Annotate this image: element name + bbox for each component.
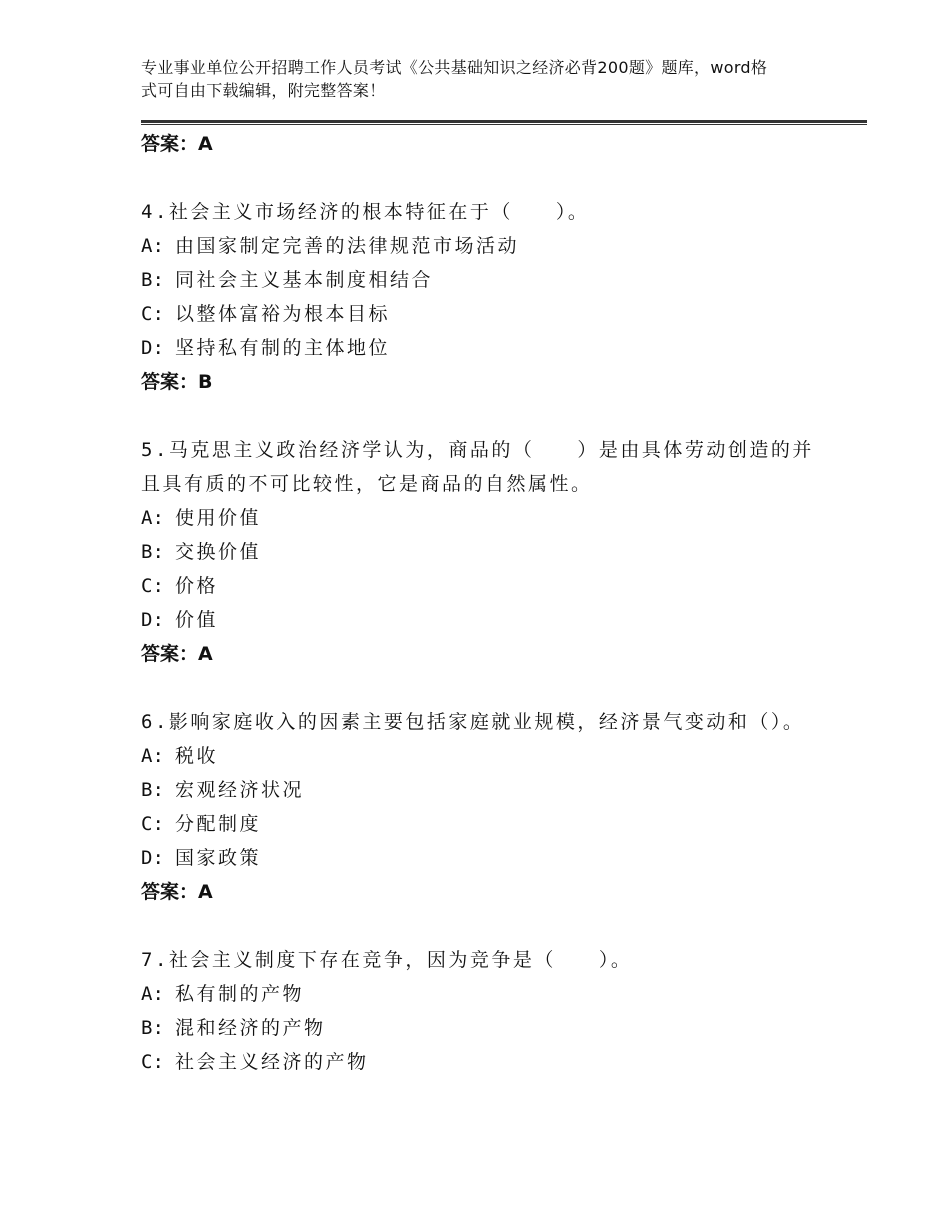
option-key: A: — [141, 745, 164, 767]
header-divider — [141, 120, 867, 125]
question-list — [141, 127, 821, 1079]
option-text: 税收 — [175, 745, 219, 767]
option-text: 使用价值 — [175, 507, 262, 529]
answer-option — [141, 807, 821, 841]
answer-option — [141, 977, 821, 1011]
answer-option — [141, 1011, 821, 1045]
option-text: 由国家制定完善的法律规范市场活动 — [175, 235, 520, 257]
option-text: 宏观经济状况 — [175, 779, 305, 801]
option-key: C: — [141, 1051, 164, 1073]
answer-option — [141, 569, 821, 603]
answer-line: 答案：A — [141, 643, 213, 665]
answer-option — [141, 331, 821, 365]
question-stem: 4.社会主义市场经济的根本特征在于（ ）。 — [141, 201, 590, 223]
question-stem: 7.社会主义制度下存在竞争，因为竞争是（ ）。 — [141, 949, 633, 971]
answer-option — [141, 535, 821, 569]
option-text: 同社会主义基本制度相结合 — [175, 269, 434, 291]
answer-line: 答案：A — [141, 881, 213, 903]
option-text: 交换价值 — [175, 541, 262, 563]
option-key: B: — [141, 541, 164, 563]
option-text: 价值 — [175, 609, 219, 631]
question-block — [141, 195, 821, 399]
option-key: A: — [141, 235, 164, 257]
option-key: B: — [141, 779, 164, 801]
answer-option — [141, 263, 821, 297]
option-text: 国家政策 — [175, 847, 262, 869]
option-key: A: — [141, 507, 164, 529]
option-text: 坚持私有制的主体地位 — [175, 337, 391, 359]
question-block — [141, 943, 821, 1079]
option-text: 社会主义经济的产物 — [175, 1051, 369, 1073]
answer-option — [141, 1045, 821, 1079]
option-key: C: — [141, 813, 164, 835]
option-key: D: — [141, 337, 164, 359]
option-text: 以整体富裕为根本目标 — [175, 303, 391, 325]
option-text: 价格 — [175, 575, 219, 597]
option-key: C: — [141, 575, 164, 597]
option-key: B: — [141, 1017, 164, 1039]
answer-option — [141, 501, 821, 535]
answer-option — [141, 773, 821, 807]
option-text: 混和经济的产物 — [175, 1017, 326, 1039]
option-key: D: — [141, 847, 164, 869]
option-key: D: — [141, 609, 164, 631]
option-key: C: — [141, 303, 164, 325]
answer-line: 答案：B — [141, 371, 213, 393]
answer-line: 答案：A — [141, 133, 213, 155]
question-stem: 6.影响家庭收入的因素主要包括家庭就业规模，经济景气变动和（）。 — [141, 711, 805, 733]
option-text: 私有制的产物 — [175, 983, 305, 1005]
document-header-text: 专业事业单位公开招聘工作人员考试《公共基础知识之经济必背200题》题库，word格式可自由下载编辑，附完整答案！ — [141, 58, 768, 100]
answer-option — [141, 739, 821, 773]
question-block — [141, 433, 821, 671]
answer-option — [141, 297, 821, 331]
answer-option — [141, 603, 821, 637]
question-block — [141, 705, 821, 909]
answer-option — [141, 229, 821, 263]
question-stem: 5.马克思主义政治经济学认为，商品的（ ）是由具体劳动创造的并且具有质的不可比较性，它是商品的自然属性。 — [141, 439, 814, 495]
option-key: A: — [141, 983, 164, 1005]
questions-container — [141, 195, 821, 1079]
option-text: 分配制度 — [175, 813, 262, 835]
option-key: B: — [141, 269, 164, 291]
answer-option — [141, 841, 821, 875]
document-header — [141, 56, 781, 102]
